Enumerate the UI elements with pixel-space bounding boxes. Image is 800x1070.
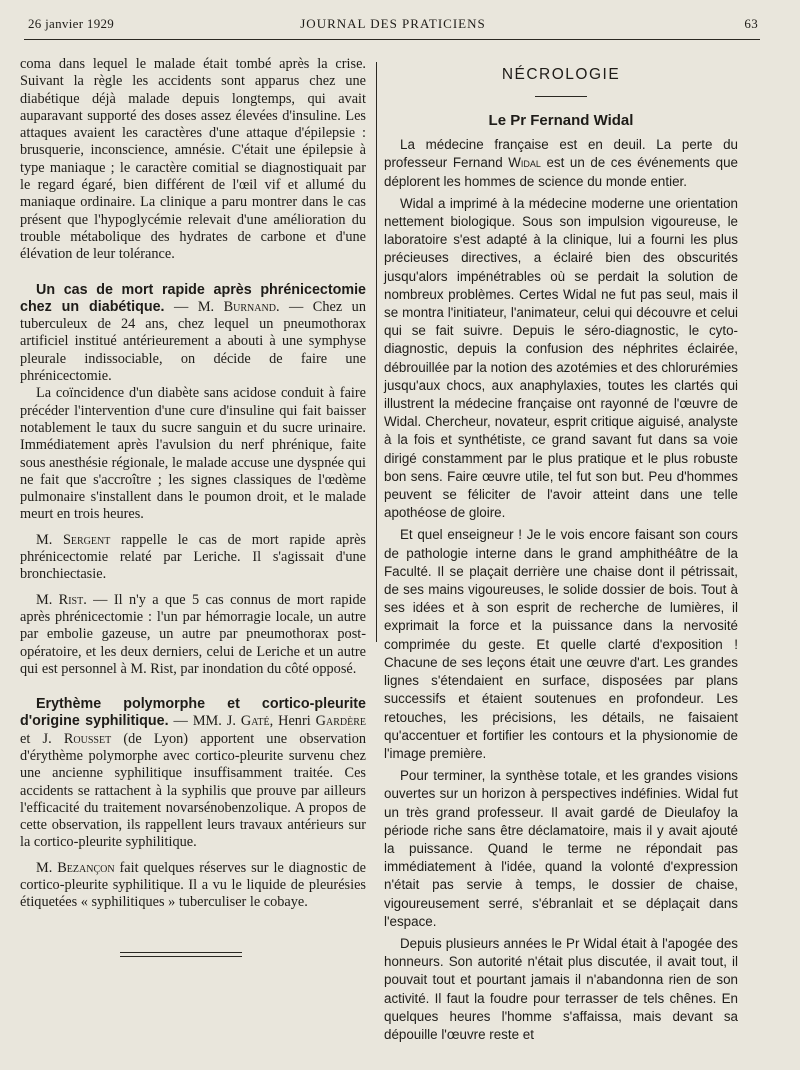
speaker-name: Rist	[58, 591, 84, 608]
article-text: (de Lyon) apportent une observation d'érythème polymorphe avec cortico-pleurite survenu chez une ancienne syphilitique insuffisamment traitée. Ces accidents se rattachent à la syphilis que prouve par ailleurs l'efficacité du traitement novarsénobenzolique. A propos de cette observation, ils rappellent leurs travaux antérieurs sur la cortico-pleurite syphilitique.	[20, 730, 366, 851]
author-name: Burnand	[223, 298, 276, 315]
right-column	[384, 56, 738, 1044]
article-title: Erythème polymorphe et cortico-pleurite d'origine syphilitique.	[20, 696, 366, 730]
author-name: Gaté	[240, 713, 270, 730]
article-title: Un cas de mort rapide après phrénicectomie chez un diabétique.	[20, 281, 366, 315]
obituary-paragraph: Depuis plusieurs années le Pr Widal était à l'apogée des honneurs. Son autorité n'était plus discutée, il avait tout, il pouvait tout et pourtant jamais il n'abandonna rien de son activité. Il faut la foudre pour terrasser de tels chênes. En quelques heures l'homme s'affaissa, mais devant sa dépouille l'œuvre reste et	[384, 935, 738, 1042]
end-rule	[120, 952, 242, 953]
section-rule	[535, 96, 587, 97]
discussion-paragraph: M. Rist. — Il n'y a que 5 cas connus de mort rapide après phrénicectomie : l'un par hémorragie locale, un autre par embolie gazeuse, un autre par pneumothorax post-opératoire, et les deux derniers, celui de Leriche et un autre qui est personnel à M. Rist, par inondation du côté opposé.	[20, 591, 366, 677]
continued-paragraph: coma dans lequel le malade était tombé après la crise. Suivant la règle les accidents sont apparus chez une diabétique déjà malade depuis longtemps, qui avait auparavant supporté des doses assez élevées d'insuline. Les attaques avaient les caractères d'une attaque d'épilepsie : brusquerie, inconscience, amnésie. C'était une épilepsie à type maniaque ; le caractère comitial se diagnostiquait par le regard égaré, bien différent de l'œil vif et allumé du maniaque ordinaire. La clinique a paru montrer dans le cas présent que l'hypoglycémie relevait d'une amélioration du trouble métabolique des hydrates de carbone et d'une élévation de leur tolérance.	[20, 56, 366, 263]
header-rule	[24, 39, 760, 40]
page-header	[28, 16, 758, 36]
issue-date: 26 janvier 1929	[28, 16, 115, 31]
journal-title: JOURNAL DES PRATICIENS	[300, 16, 486, 31]
end-rule	[120, 956, 242, 957]
obituary-paragraph: Widal a imprimé à la médecine moderne une orientation nettement biologique. Sous son impulsion vigoureuse, le laboratoire s'est adapté à la clinique, lui a fourni les plus précieuses directives, a éclairé bien des obscurités jusqu'alors impénétrables où se perdait la solution de nombreux problèmes. Certes Widal ne fut pas seul, mais il se montra l'initiateur, l'animateur, celui qui découvre et celui qui se fait suivre. Depuis le séro-diagnostic, le cyto-diagnostic, depuis la confusion des néphrites éclairée, débrouillée par la notion des azotémies et des chlorurémies jusqu'aux chocs, aux anaphylaxies, toutes les clartés qui illustrent la médecine française ont rayonné de l'œuvre de Widal. Chercheur, novateur, esprit critique aiguisé, analyste à la fois et synthétiste, ce grand savant fut dans sa voie dirigé constamment par le plus pratique et le plus robuste bon sens. Faire œuvre utile, tel fut son but. Peu d'hommes peuvent se féliciter de l'avoir atteint dans une telle apothéose de gloire.	[384, 195, 738, 521]
speaker-name: Bezançon	[57, 859, 115, 876]
body-paragraph: La coïncidence d'un diabète sans acidose conduit à faire précéder l'intervention d'une cure d'insuline qui fait baisser notablement le taux du sucre sanguin et du sucre urinaire. Immédiatement après l'avulsion du nerf phrénique, faite sous anesthésie régionale, le malade accuse une dyspnée qui ne fait que s'accroître ; les signes classiques de l'œdème pulmonaire s'installent dans le poumon droit, et le malade meurt en trois heures.	[20, 385, 366, 523]
left-column	[20, 56, 366, 957]
article-burnand: Un cas de mort rapide après phrénicectomie chez un diabétique. — M. Burnand. — Chez un tuberculeux de 24 ans, chez lequel un pneumothorax artificiel institué antérieurement a abouti à une symphyse pleurale indissociable, on décide de faire une phrénicectomie.	[20, 281, 366, 385]
obituary-paragraph: Pour terminer, la synthèse totale, et les grandes visions ouvertes sur un horizon à perspectives indéfinies. Widal fut un très grand professeur. Il avait gardé de Dieulafoy la période riche sans être déclamatoire, mais il y avait ajouté la puissance. Quand le terme ne répondait pas immédiatement à l'idée, quand la volonté d'expression n'était pas servie à temps, le dossier de chaise, vigoureusement serré, s'ébranlait et se déplaçait dans l'espace.	[384, 768, 738, 929]
speaker-name: Sergent	[62, 531, 111, 548]
obituary-title: Le Pr Fernand Widal	[488, 112, 634, 129]
person-name: Widal	[508, 155, 541, 171]
article-gate: Erythème polymorphe et cortico-pleurite d'origine syphilitique. — MM. J. Gaté, Henri Gardère et J. Rousset (de Lyon) apportent une observation d'érythème polymorphe avec cortico-pleurite survenu chez une ancienne syphilitique insuffisamment traitée. Ces accidents se rattachent à la syphilis que prouve par ailleurs l'efficacité du traitement novarsénobenzolique. A propos de cette observation, ils rappellent leurs travaux antérieurs sur la cortico-pleurite syphilitique.	[20, 696, 366, 851]
discussion-paragraph: M. Bezançon fait quelques réserves sur le diagnostic de cortico-pleurite syphilitique. Il a vu le liquide de pleurésies étiquetées « syphilitiques » tuberculiser le cobaye.	[20, 859, 366, 911]
obituary-paragraph: Et quel enseigneur ! Je le vois encore faisant son cours de pathologie interne dans le grand amphithéâtre de la Faculté. Il se plaçait derrière une chaise dont il pétrissait, de ses mains vigoureuses, le solide dossier de bois. Tout à ses idées et à son esprit de recherche de lumières, il exprimait la force et la puissance dans la nervosité comprimée du geste. Et quelle clarté d'exposition ! Chacune de ses leçons était une œuvre d'art. Les grandes lignes s'étendaient en surface, disposées par plans successifs et étaient soutenues en profondeur. Les retouches, les précisions, les détails, ne faisaient qu'accentuer et fortifier les contours et la physionomie de l'image première.	[384, 527, 738, 761]
author-name: Gardère	[315, 713, 366, 730]
page-number: 63	[744, 16, 758, 31]
author-name: Rousset	[63, 730, 112, 747]
article-text: . — Chez un tuberculeux de 24 ans, chez lequel un pneumothorax artificiel institué antérieurement a abouti à une symphyse pleurale indissociable, on décide de faire une phrénicectomie.	[20, 298, 366, 385]
discussion-paragraph: M. Sergent rappelle le cas de mort rapide après phrénicectomie relaté par Leriche. Il s'agissait d'une bronchiectasie.	[20, 531, 366, 583]
obituary-paragraph: La médecine française est en deuil. La perte du professeur Fernand Widal est un de ces événements que déplorent les hommes de science du monde entier.	[384, 137, 738, 189]
column-divider	[376, 62, 377, 642]
section-heading: NÉCROLOGIE	[501, 66, 621, 83]
